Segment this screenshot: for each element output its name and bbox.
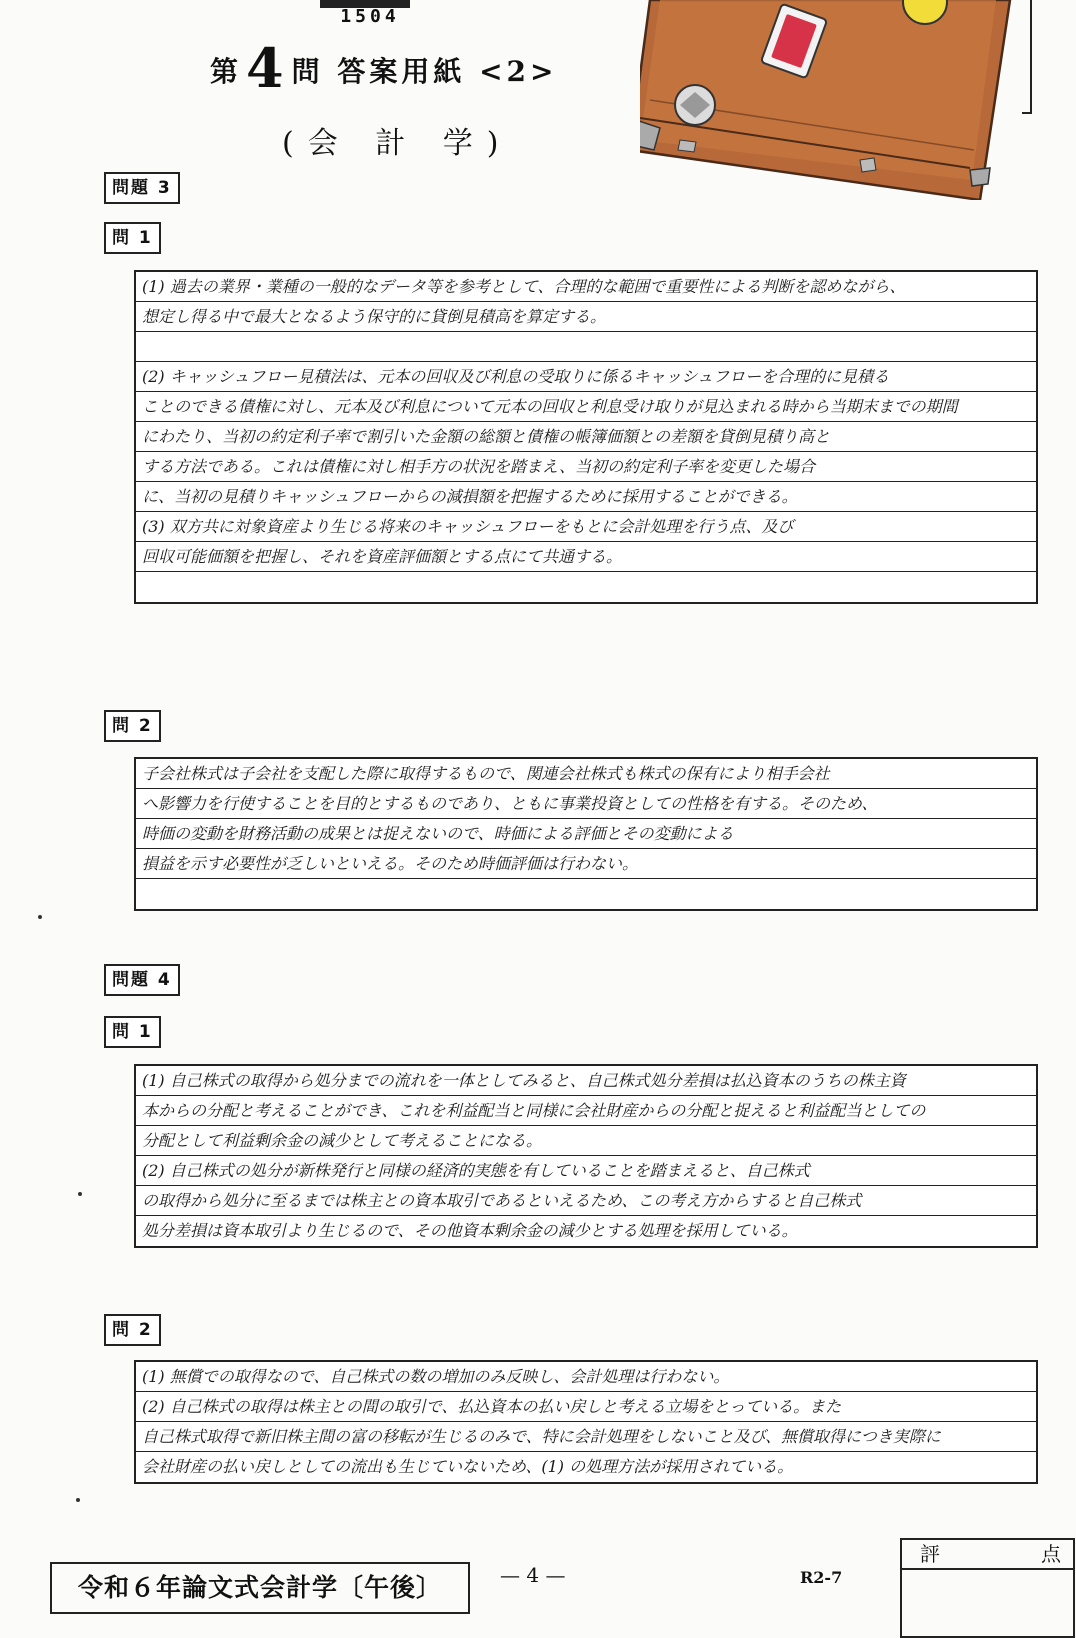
answer-line: 想定し得る中で最大となるよう保守的に貸倒見積高を算定する。 — [136, 302, 1036, 332]
problem-4-label: 問題 4 — [104, 964, 180, 996]
answer-line: 子会社株式は子会社を支配した際に取得するもので、関連会社株式も株式の保有により相手会社 — [136, 759, 1036, 789]
answer-line: する方法である。これは債権に対し相手方の状況を踏まえ、当初の約定利子率を変更した場合 — [136, 452, 1036, 482]
stray-mark — [78, 1192, 82, 1196]
score-box[interactable] — [900, 1538, 1075, 1638]
answer-line: (3) 双方共に対象資産より生じる将来のキャッシュフローをもとに会計処理を行う点、及び — [136, 512, 1036, 542]
answer-line: 本からの分配と考えることができ、これを利益配当と同様に会社財産からの分配と捉えると利益配当としての — [136, 1096, 1036, 1126]
page-subtitle: (会 計 学) — [282, 126, 513, 161]
sheet-code: R2-7 — [800, 1568, 843, 1587]
answer-box-4-1[interactable] — [134, 1064, 1038, 1248]
answer-line: 自己株式取得で新旧株主間の富の移転が生じるのみで、特に会計処理をしないこと及び、無償取得につき実際に — [136, 1422, 1036, 1452]
answer-line: 時価の変動を財務活動の成果とは捉えないので、時価による評価とその変動による — [136, 819, 1036, 849]
answer-line: (2) 自己株式の取得は株主との間の取引で、払込資本の払い戻しと考える立場をとっている。また — [136, 1392, 1036, 1422]
title-number: 4 — [246, 36, 288, 100]
answer-box-3-2[interactable] — [134, 757, 1038, 911]
answer-line: 会社財産の払い戻しとしての流出も生じていないため、(1) の処理方法が採用されている。 — [142, 1457, 794, 1476]
title-prefix: 第 — [210, 55, 243, 88]
question-4-2-label: 問 2 — [104, 1314, 161, 1346]
answer-box-4-2[interactable] — [134, 1360, 1038, 1484]
page-title — [210, 36, 558, 100]
stray-mark — [38, 915, 42, 919]
answer-box-3-1[interactable] — [134, 270, 1038, 604]
answer-line: 損益を示す必要性が乏しいといえる。そのため時価評価は行わない。 — [136, 849, 1036, 879]
answer-line: に、当初の見積りキャッシュフローからの減損額を把握するために採用することができる。 — [136, 482, 1036, 512]
question-3-2-label: 問 2 — [104, 710, 161, 742]
score-label-2: 点 — [1041, 1542, 1061, 1566]
stray-mark — [76, 1498, 80, 1502]
answer-line: (1) 過去の業界・業種の一般的なデータ等を参考として、合理的な範囲で重要性による判断を認めながら、 — [136, 272, 1036, 302]
answer-line: 分配として利益剰余金の減少として考えることになる。 — [136, 1126, 1036, 1156]
answer-line: にわたり、当初の約定利子率で割引いた金額の総額と債権の帳簿価額との差額を貸倒見積り高と — [136, 422, 1036, 452]
problem-3-label: 問題 3 — [104, 172, 180, 204]
form-code: 1504 — [340, 6, 400, 27]
answer-line — [136, 332, 1036, 362]
answer-line: (1) 自己株式の取得から処分までの流れを一体としてみると、自己株式処分差損は払込資本のうちの株主資 — [136, 1066, 1036, 1096]
score-header — [902, 1540, 1073, 1570]
answer-line: の取得から処分に至るまでは株主との資本取引であるといえるため、この考え方からすると自己株式 — [136, 1186, 1036, 1216]
answer-line: (2) キャッシュフロー見積法は、元本の回収及び利息の受取りに係るキャッシュフローを合理的に見積る — [136, 362, 1036, 392]
answer-line: ことのできる債権に対し、元本及び利息について元本の回収と利息受け取りが見込まれる時から当期末までの期間 — [136, 392, 1036, 422]
answer-line: へ影響力を行使することを目的とするものであり、ともに事業投資としての性格を有する。そのため、 — [136, 789, 1036, 819]
exam-title: 令和６年論文式会計学〔午後〕 — [50, 1562, 470, 1614]
answer-line: (1) 無償での取得なので、自己株式の数の増加のみ反映し、会計処理は行わない。 — [136, 1362, 1036, 1392]
bracket-mark — [1022, 0, 1032, 114]
answer-line: (2) 自己株式の処分が新株発行と同様の経済的実態を有していることを踏まえると、自己株式 — [136, 1156, 1036, 1186]
question-4-1-label: 問 1 — [104, 1016, 161, 1048]
question-3-1-label: 問 1 — [104, 222, 161, 254]
answer-line: 処分差損は資本取引より生じるので、その他資本剰余金の減少とする処理を採用している。 — [142, 1221, 798, 1240]
title-suffix: 問 答案用紙 <2> — [291, 55, 558, 88]
answer-line — [136, 572, 1036, 602]
bag-illustration — [640, 0, 1020, 200]
page-number: — 4 — — [500, 1563, 566, 1587]
answer-line: 回収可能価額を把握し、それを資産評価額とする点にて共通する。 — [136, 542, 1036, 572]
answer-line — [136, 879, 1036, 909]
score-label-1: 評 — [920, 1542, 940, 1566]
